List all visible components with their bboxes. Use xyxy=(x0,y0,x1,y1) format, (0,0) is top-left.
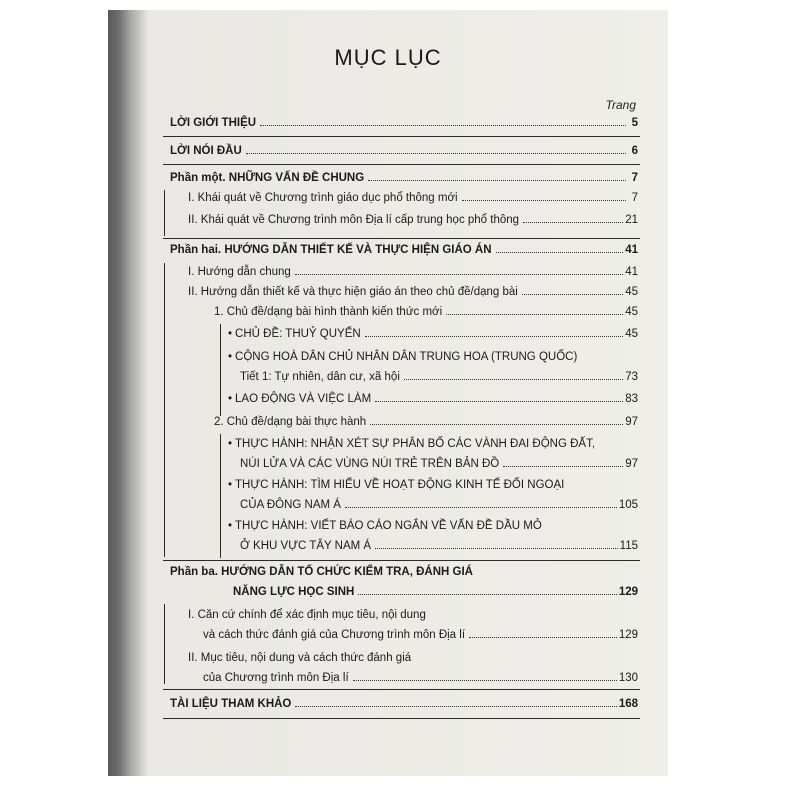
toc-entry-dong-nam-a-line1[interactable]: • THỰC HÀNH: TÌM HIỂU VỀ HOẠT ĐỘNG KINH TẾ ĐỐI NGOẠI xyxy=(228,479,564,491)
toc-entry-part3-i-line2[interactable]: và cách thức đánh giá của Chương trình môn Địa lí 129 xyxy=(203,629,638,641)
subsection-bar xyxy=(220,434,221,558)
toc-entry-dong-dat-line1[interactable]: • THỰC HÀNH: NHẬN XÉT SỰ PHÂN BỐ CÁC VÀNH ĐAI ĐỘNG ĐẤT, xyxy=(228,438,595,450)
toc-title: MỤC LỤC xyxy=(334,45,442,70)
toc-entry-part1[interactable]: Phần một. NHỮNG VẤN ĐỀ CHUNG 7 xyxy=(170,172,638,184)
toc-entry-part2-1[interactable]: 1. Chủ đề/dạng bài hình thành kiến thức mới 45 xyxy=(214,306,638,318)
spine-shadow xyxy=(108,10,148,776)
toc-entry-part3-i-line1[interactable]: I. Căn cứ chính để xác định mục tiêu, nội dung xyxy=(188,609,426,621)
toc-entry-part1-ii[interactable]: II. Khái quát về Chương trình môn Địa lí cấp trung học phổ thông 21 xyxy=(188,214,638,226)
toc-entry-part3-ii-line2[interactable]: của Chương trình môn Địa lí 130 xyxy=(203,672,638,684)
toc-entry-references[interactable]: TÀI LIỆU THAM KHẢO 168 xyxy=(170,698,638,710)
toc-entry-trung-quoc-line2[interactable]: Tiết 1: Tự nhiên, dân cư, xã hội 73 xyxy=(240,371,638,383)
toc-entry-dau-mo-line2[interactable]: Ở KHU VỰC TÂY NAM Á 115 xyxy=(240,540,638,552)
toc-entry-part2-i[interactable]: I. Hướng dẫn chung 41 xyxy=(188,266,638,278)
toc-entry-foreword[interactable]: LỜI NÓI ĐẦU 6 xyxy=(170,145,638,157)
toc-entry-dau-mo-line1[interactable]: • THỰC HÀNH: VIẾT BÁO CÁO NGẮN VỀ VẤN ĐỀ DẦU MỎ xyxy=(228,520,542,532)
toc-entry-part1-i[interactable]: I. Khái quát về Chương trình giáo dục phổ thông mới 7 xyxy=(188,192,638,204)
subsection-bar xyxy=(220,324,221,416)
divider xyxy=(163,560,640,561)
toc-entry-part2-ii[interactable]: II. Hướng dẫn thiết kế và thực hiện giáo án theo chủ đề/dạng bài 45 xyxy=(188,286,638,298)
toc-entry-part3-ii-line1[interactable]: II. Mục tiêu, nội dung và cách thức đánh giá xyxy=(188,652,412,664)
page-column-label: Trang xyxy=(605,98,636,112)
toc-entry-dong-dat-line2[interactable]: NÚI LỬA VÀ CÁC VÙNG NÚI TRẺ TRÊN BẢN ĐỒ 97 xyxy=(240,458,638,470)
section-bar xyxy=(164,604,165,684)
divider xyxy=(163,238,640,239)
toc-entry-part2-2[interactable]: 2. Chủ đề/dạng bài thực hành 97 xyxy=(214,416,638,428)
section-bar xyxy=(164,263,165,557)
toc-entry-part2[interactable]: Phần hai. HƯỚNG DẪN THIẾT KẾ VÀ THỰC HIỆN GIÁO ÁN 41 xyxy=(170,244,638,256)
toc-entry-dong-nam-a-line2[interactable]: CỦA ĐÔNG NAM Á 105 xyxy=(240,499,638,511)
section-bar xyxy=(164,190,165,236)
toc-entry-intro[interactable]: LỜI GIỚI THIỆU 5 xyxy=(170,117,638,129)
divider xyxy=(163,164,640,165)
divider xyxy=(163,136,640,137)
toc-entry-part3-line1[interactable]: Phần ba. HƯỚNG DẪN TỔ CHỨC KIỂM TRA, ĐÁNH GIÁ xyxy=(170,566,473,578)
toc-entry-thuy-quyen[interactable]: • CHỦ ĐỀ: THUỶ QUYỂN 45 xyxy=(228,328,638,340)
toc-entry-trung-quoc-line1[interactable]: • CỘNG HOÀ DÂN CHỦ NHÂN DÂN TRUNG HOA (TRUNG QUỐC) xyxy=(228,351,577,363)
divider xyxy=(163,718,640,719)
divider xyxy=(163,689,640,690)
toc-entry-lao-dong[interactable]: • LAO ĐỘNG VÀ VIỆC LÀM 83 xyxy=(228,393,638,405)
toc-entry-part3-line2[interactable]: NĂNG LỰC HỌC SINH 129 xyxy=(233,586,638,598)
book-page xyxy=(108,10,668,776)
